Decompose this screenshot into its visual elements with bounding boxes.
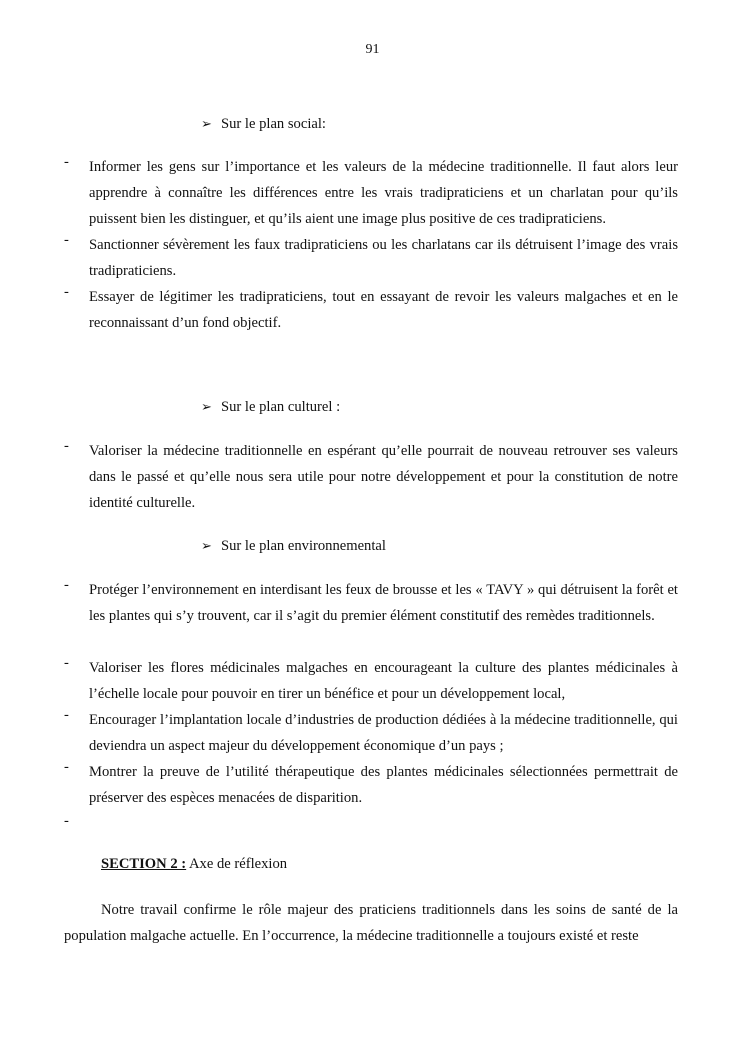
dash-bullet-icon: -: [64, 438, 69, 454]
section-2-heading: [101, 856, 287, 873]
heading-environnemental-text: Sur le plan environnemental: [221, 538, 386, 554]
dash-bullet-icon: -: [64, 707, 69, 723]
dash-bullet-icon: -: [64, 577, 69, 593]
dash-bullet-icon: -: [64, 759, 69, 775]
list-item-text: Encourager l’implantation locale d’industries de production dédiées à la médecine traditionnelle, qui deviendra un aspect majeur du développement économique d’un pays ;: [89, 712, 678, 754]
list-item-text: Informer les gens sur l’importance et les valeurs de la médecine traditionnelle. Il faut alors leur apprendre à connaître les différences entre les vrais tradipraticiens et un charlatan pour qu’ils puissent bien les distinguer, et qu’ils aient une image plus positive de ces tradipraticiens.: [89, 159, 678, 227]
list-item-text: Montrer la preuve de l’utilité thérapeutique des plantes médicinales sélectionnées permettrait de préserver des espèces menacées de disparition.: [89, 764, 678, 806]
section-2-title: Axe de réflexion: [189, 856, 288, 872]
section-2-label: SECTION 2 :: [101, 856, 187, 872]
heading-culturel: [201, 399, 340, 416]
dash-bullet-icon: -: [64, 154, 69, 170]
list-item: [64, 284, 678, 336]
list-item: [64, 154, 678, 232]
heading-social: [201, 116, 326, 133]
list-item: [64, 577, 678, 629]
arrow-bullet-icon: ➢: [201, 399, 212, 414]
list-item: [64, 655, 678, 707]
list-item: [64, 759, 678, 811]
heading-culturel-text: Sur le plan culturel :: [221, 399, 341, 415]
arrow-bullet-icon: ➢: [201, 116, 212, 131]
list-item-text: Protéger l’environnement en interdisant les feux de brousse et les « TAVY » qui détruisent la forêt et les plantes qui s’y trouvent, car il s’agit du premier élément constitutif des remèdes traditionnels.: [89, 582, 678, 624]
list-item-text: Valoriser les flores médicinales malgaches en encourageant la culture des plantes médicinales à l’échelle locale pour pouvoir en tirer un bénéfice et pour un développement local,: [89, 660, 678, 702]
page-number: 91: [365, 42, 380, 57]
list-item-text: Valoriser la médecine traditionnelle en espérant qu’elle pourrait de nouveau retrouver ses valeurs dans le passé et qu’elle nous sera utile pour notre développement et pour la constitution de notre identité culturelle.: [89, 443, 678, 511]
list-item: [64, 707, 678, 759]
heading-environnemental: [201, 538, 386, 555]
dash-bullet-icon: -: [64, 813, 69, 829]
section-2-paragraph: Notre travail confirme le rôle majeur des praticiens traditionnels dans les soins de santé de la population malgache actuelle. En l’occurrence, la médecine traditionnelle a toujours existé et reste: [64, 902, 678, 944]
dash-bullet-icon: -: [64, 655, 69, 671]
dash-bullet-icon: -: [64, 232, 69, 248]
list-item: [64, 232, 678, 284]
list-item-text: Sanctionner sévèrement les faux tradipraticiens ou les charlatans car ils détruisent l’image des vrais tradipraticiens.: [89, 237, 678, 279]
dash-bullet-icon: -: [64, 284, 69, 300]
list-item: [64, 438, 678, 516]
list-item-text: Essayer de légitimer les tradipraticiens, tout en essayant de revoir les valeurs malgaches et en le reconnaissant d’un fond objectif.: [89, 289, 678, 331]
heading-social-text: Sur le plan social:: [221, 116, 326, 132]
arrow-bullet-icon: ➢: [201, 538, 212, 553]
